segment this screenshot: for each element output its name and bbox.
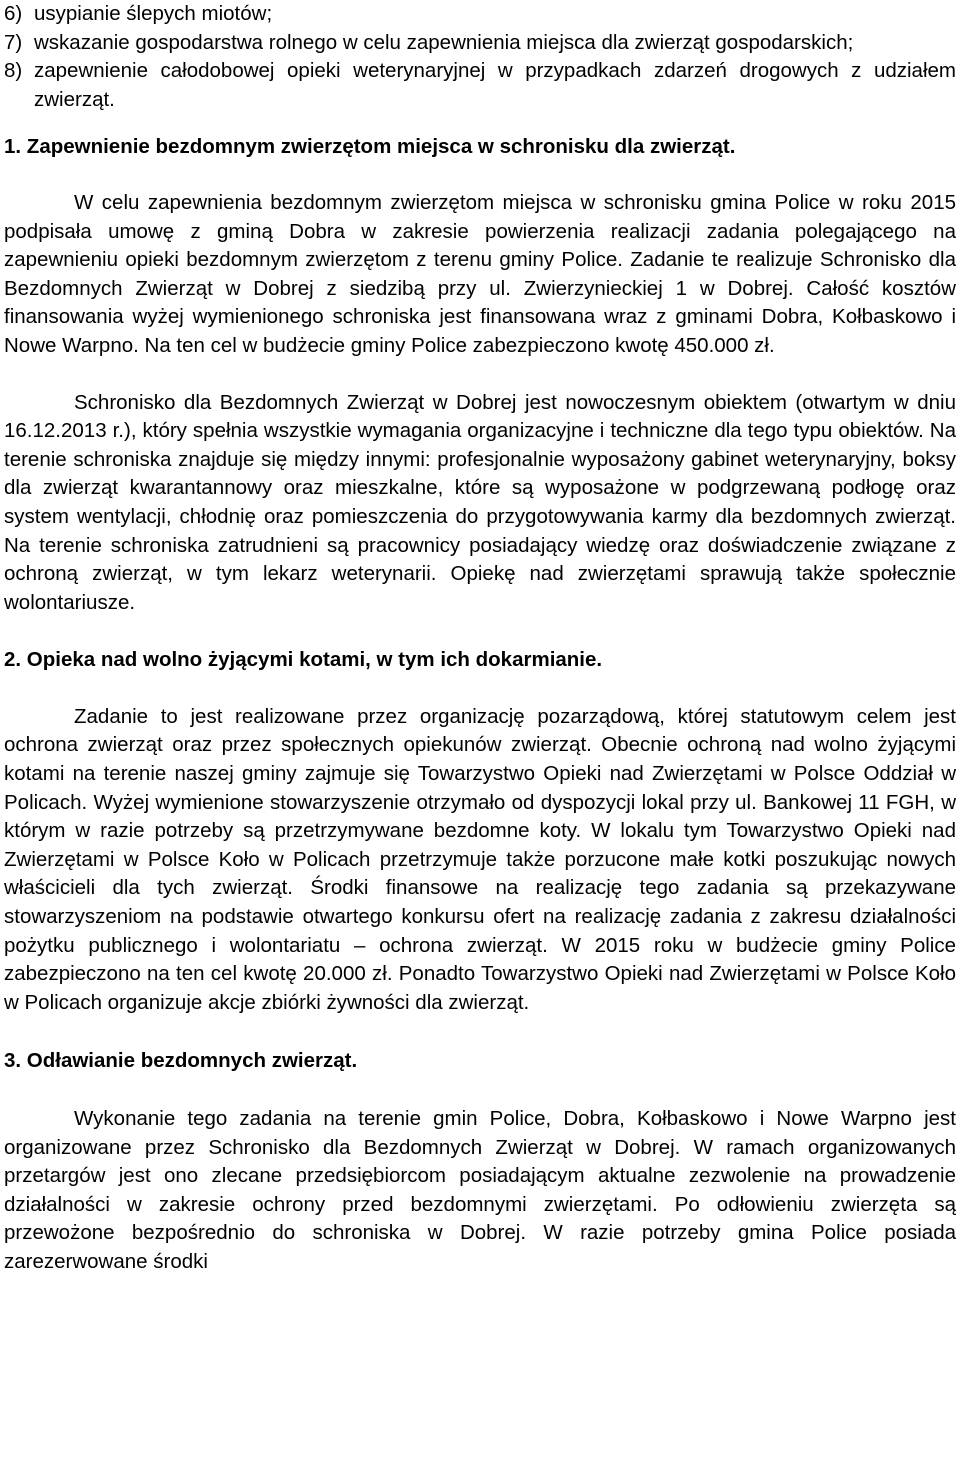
section-3-heading: 3. Odławianie bezdomnych zwierząt. <box>4 1049 358 1073</box>
list-item-text: zapewnienie całodobowej opieki weterynaryjnej w przypadkach zdarzeń drogowych z udziałem zwierząt. <box>34 59 956 111</box>
section-2-paragraph: Zadanie to jest realizowane przez organizację pozarządową, której statutowym celem jest ochrona zwierząt oraz przez społecznych opiekunów zwierząt. Obecnie ochroną nad wolno żyjącymi kotami na terenie naszej gminy zajmuje się Towarzystwo Opieki nad Zwierzętami w Polsce Oddział w Policach. Wyżej wymienione stowarzyszenie otrzymało od dyspozycji lokal przy ul. Bankowej 11 FGH, w którym w razie potrzeby są przetrzymywane bezdomne koty. W lokalu tym Towarzystwo Opieki nad Zwierzętami w Polsce Koło w Policach przetrzymuje także porzucone małe kotki poszukując nowych właścicieli dla tych zwierząt. Środki finansowe na realizację tego zadania są przekazywane stowarzyszeniom na podstawie otwartego konkursu ofert na realizację zadania z zakresu działalności pożytku publicznego i wolontariatu – ochrona zwierząt. W 2015 roku w budżecie gminy Police zabezpieczono na ten cel kwotę 20.000 zł. Ponadto Towarzystwo Opieki nad Zwierzętami w Polsce Koło w Policach organizuje akcje zbiórki żywności dla zwierząt. <box>4 704 956 1014</box>
section-2-heading: 2. Opieka nad wolno żyjącymi kotami, w tym ich dokarmianie. <box>4 648 603 672</box>
section-3-paragraph: Wykonanie tego zadania na terenie gmin Police, Dobra, Kołbaskowo i Nowe Warpno jest organizowane przez Schronisko dla Bezdomnych Zwierząt w Dobrej. W ramach organizowanych przetargów jest ono zlecane przedsiębiorcom posiadającym aktualne zezwolenie na prowadzenie działalności w zakresie ochrony przed bezdomnymi zwierzętami. Po odłowieniu zwierzęta są przewożone bezpośrednio do schroniska w Dobrej. W razie potrzeby gmina Police posiada zarezerwowane środki <box>4 1107 956 1273</box>
list-item-text: wskazanie gospodarstwa rolnego w celu zapewnienia miejsca dla zwierząt gospodarskich; <box>34 30 854 54</box>
list-item-text: usypianie ślepych miotów; <box>34 2 273 25</box>
section-1-paragraph-2: Schronisko dla Bezdomnych Zwierząt w Dobrej jest nowoczesnym obiektem (otwartym w dniu 16.12.2013 r.), który spełnia wszystkie wymagania organizacyjne i techniczne dla tego typu obiektów. Na terenie schroniska znajduje się między innymi: profesjonalnie wyposażony gabinet weterynaryjny, boksy dla zwierząt kwarantannowy oraz mieszkalne, które są wyposażone w podgrzewaną podłogę oraz system wentylacji, chłodnię oraz pomieszczenia do przygotowywania karmy dla bezdomnych zwierząt. Na terenie schroniska zatrudnieni są pracownicy posiadający wiedzę oraz doświadczenie związane z ochroną zwierząt, w tym lekarz weterynarii. Opiekę nad zwierzętami sprawują także społecznie wolontariusze. <box>4 390 956 614</box>
list-item-number: 7) <box>4 30 23 54</box>
section-1-paragraph-1: W celu zapewnienia bezdomnym zwierzętom miejsca w schronisku gmina Police w roku 2015 podpisała umowę z gminą Dobra w zakresie powierzenia realizacji zadania polegającego na zapewnieniu opieki bezdomnym zwierzętom z terenu gminy Police. Zadanie te realizuje Schronisko dla Bezdomnych Zwierząt w Dobrej z siedzibą przy ul. Zwierzynieckiej 1 w Dobrej. Całość kosztów finansowania wyżej wymienionego schroniska jest finansowana wraz z gminami Dobra, Kołbaskowo i Nowe Warpno. Na ten cel w budżecie gminy Police zabezpieczono kwotę 450.000 zł. <box>4 190 956 357</box>
list-item-number: 6) <box>4 2 23 25</box>
section-1-heading: 1. Zapewnienie bezdomnym zwierzętom miejsca w schronisku dla zwierząt. <box>4 135 736 159</box>
list-item <box>4 29 956 58</box>
list-item <box>4 0 956 29</box>
list-item-number: 8) <box>4 59 23 83</box>
list-item <box>4 57 956 114</box>
numbered-list <box>4 0 956 114</box>
